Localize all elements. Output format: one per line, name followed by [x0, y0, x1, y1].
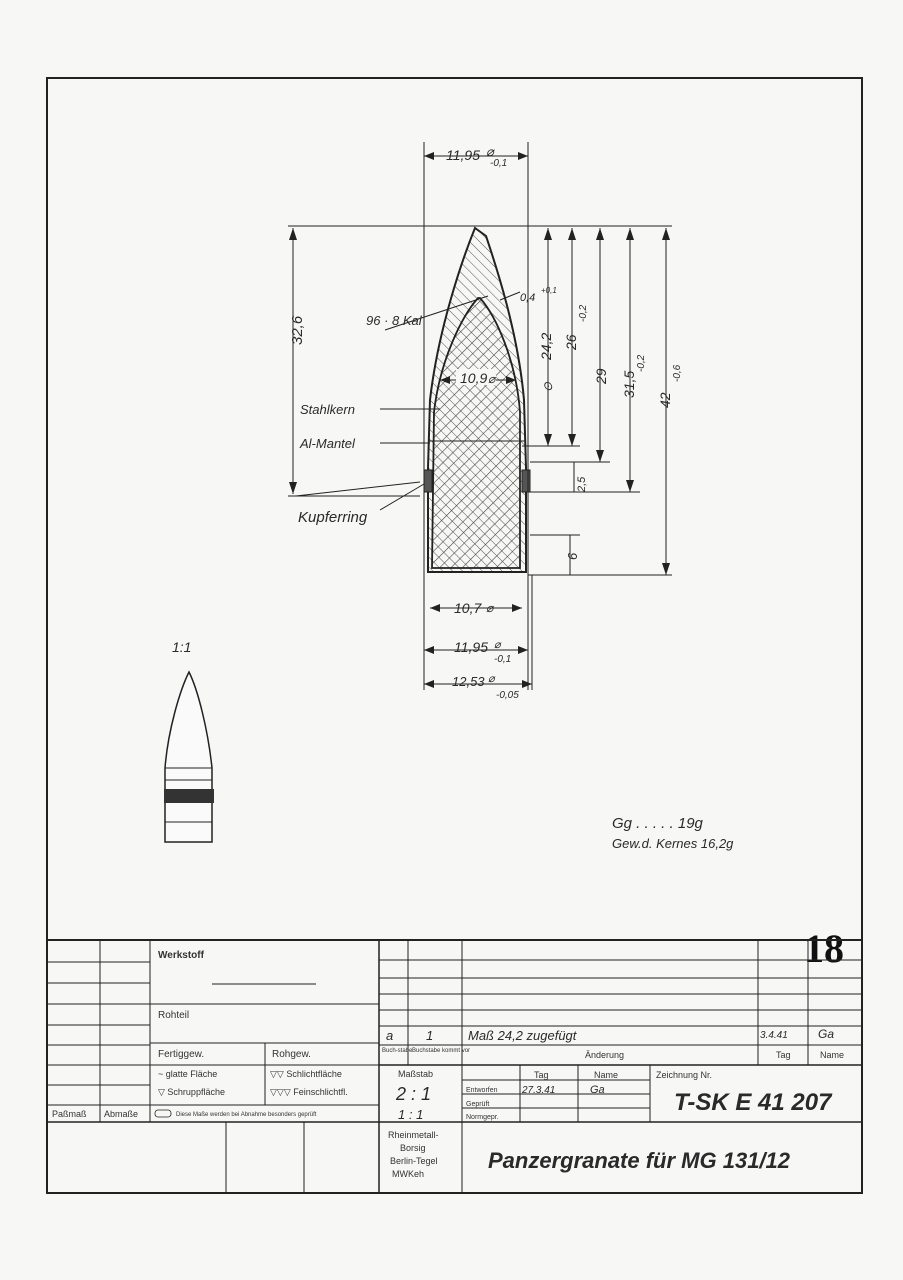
revision-name: Ga — [818, 1027, 835, 1041]
surface-finish: ▽▽ Schlichtfläche — [270, 1069, 342, 1079]
dim-top-diameter — [424, 144, 528, 169]
company-line-3: Berlin-Tegel — [390, 1156, 438, 1166]
top-diameter-text: 11,95 — [446, 147, 480, 163]
fit-size-label: Paßmaß — [52, 1109, 87, 1119]
col-letter-header: Buch-stabe — [382, 1048, 413, 1054]
len-c-text: 29 — [593, 368, 609, 384]
drafted-label: Entworfen — [466, 1087, 498, 1094]
copper-ring-right — [522, 470, 530, 492]
projectile-section — [424, 228, 530, 572]
len-a-text: 24,2 — [538, 332, 554, 360]
scale-label: Maßstab — [398, 1069, 434, 1079]
len-e-text: 42 — [657, 392, 673, 408]
revision-count: 1 — [426, 1028, 434, 1043]
band-diameter-tol: -0,1 — [494, 654, 512, 665]
day-col-header: Tag — [534, 1070, 549, 1080]
tip-offset-tol: +0,1 — [541, 286, 557, 295]
ring-diameter-text: 12,53 — [452, 674, 485, 689]
scale-value-2: 1 : 1 — [398, 1107, 424, 1122]
dim-right-lengths — [548, 228, 666, 575]
scale-value-1: 2 : 1 — [396, 1084, 432, 1104]
steel-core-label: Stahlkern — [300, 402, 355, 417]
drawing-no-label: Zeichnung Nr. — [656, 1070, 713, 1080]
sheet-number: 18 — [804, 926, 844, 971]
base-diameter-text: 10,7 — [454, 600, 482, 616]
material-label: Werkstoff — [158, 950, 204, 961]
company-line-1: Rheinmetall- — [388, 1130, 439, 1140]
name-col-header: Name — [594, 1070, 619, 1080]
al-jacket-label: Al-Mantel — [300, 436, 355, 451]
len-a-mark: ⊙ — [541, 381, 555, 392]
dim-arrows — [544, 228, 670, 575]
base-height-text: 6 — [565, 552, 580, 560]
surface-rough: ▽ Schruppfläche — [158, 1087, 225, 1097]
core-length-text: 32,6 — [289, 315, 306, 345]
tip-offset-text: 0,4 — [520, 292, 536, 304]
inspection-note: Diese Maße werden bei Abnahme besonders geprüft — [176, 1112, 317, 1118]
band-diameter-text: 11,95 — [454, 639, 488, 655]
name-header: Name — [820, 1050, 845, 1060]
svg-text:⌀: ⌀ — [488, 372, 496, 386]
len-e-tol: -0,6 — [672, 364, 683, 382]
drawing-number: T-SK E 41 207 — [674, 1089, 832, 1116]
dim-band-diameter — [424, 575, 532, 690]
ogive-radius-text: 96 · 8 Kal — [366, 313, 422, 328]
total-weight: Gg . . . . . 19g — [612, 815, 703, 832]
ring-diameter-tol: -0,05 — [496, 690, 519, 701]
dim-core-length — [289, 228, 306, 494]
company-line-2: Borsig — [400, 1143, 426, 1153]
drafted-date: 27.3.41 — [522, 1085, 556, 1096]
svg-text:⌀: ⌀ — [486, 601, 494, 615]
col-count-header: Buchstabe kommt vor — [412, 1048, 471, 1054]
revision-date: 3.4.41 — [760, 1030, 788, 1041]
copper-ring-left — [424, 470, 432, 492]
revision-letter: a — [386, 1028, 394, 1043]
dim-base-diameter — [430, 600, 522, 616]
standard-label: Normgepr. — [466, 1114, 499, 1121]
material-leaders — [296, 409, 440, 510]
revision-text: Maß 24,2 zugefügt — [468, 1028, 577, 1043]
svg-text:⌀: ⌀ — [486, 144, 494, 159]
svg-text:⌀: ⌀ — [488, 673, 495, 685]
day-header: Tag — [776, 1050, 791, 1060]
core-diameter-text: 10,9 — [460, 370, 488, 386]
drawing-title: Panzergranate für MG 131/12 — [488, 1148, 791, 1173]
dim-ring-diameter — [424, 673, 532, 701]
core-weight: Gew.d. Kernes 16,2g — [612, 836, 734, 851]
copper-ring-label: Kupferring — [298, 509, 368, 526]
ring-width-text: 2,5 — [576, 476, 588, 492]
drafted-name: Ga — [590, 1084, 605, 1096]
surface-smooth: ~ glatte Fläche — [158, 1069, 218, 1079]
deviation-label: Abmaße — [104, 1109, 139, 1119]
checked-label: Geprüft — [466, 1101, 490, 1108]
len-d-text: 31,5 — [621, 370, 637, 398]
len-b-text: 26 — [563, 334, 579, 350]
finished-weight-label: Fertiggew. — [158, 1049, 205, 1060]
change-header: Änderung — [585, 1050, 625, 1060]
top-diameter-tol: -0,1 — [490, 158, 508, 169]
svg-text:⌀: ⌀ — [494, 639, 501, 651]
small-scale-label: 1:1 — [172, 639, 192, 655]
surface-fine: ▽▽▽ Feinschlichtfl. — [270, 1087, 348, 1097]
company-line-4: MWKeh — [392, 1169, 425, 1179]
len-b-tol: -0,2 — [578, 304, 589, 322]
copper-ring-band — [164, 789, 214, 803]
raw-part-label: Rohteil — [158, 1010, 190, 1021]
projectile-1to1-view — [164, 672, 214, 842]
raw-weight-label: Rohgew. — [272, 1049, 311, 1060]
len-d-tol: -0,2 — [636, 354, 647, 372]
